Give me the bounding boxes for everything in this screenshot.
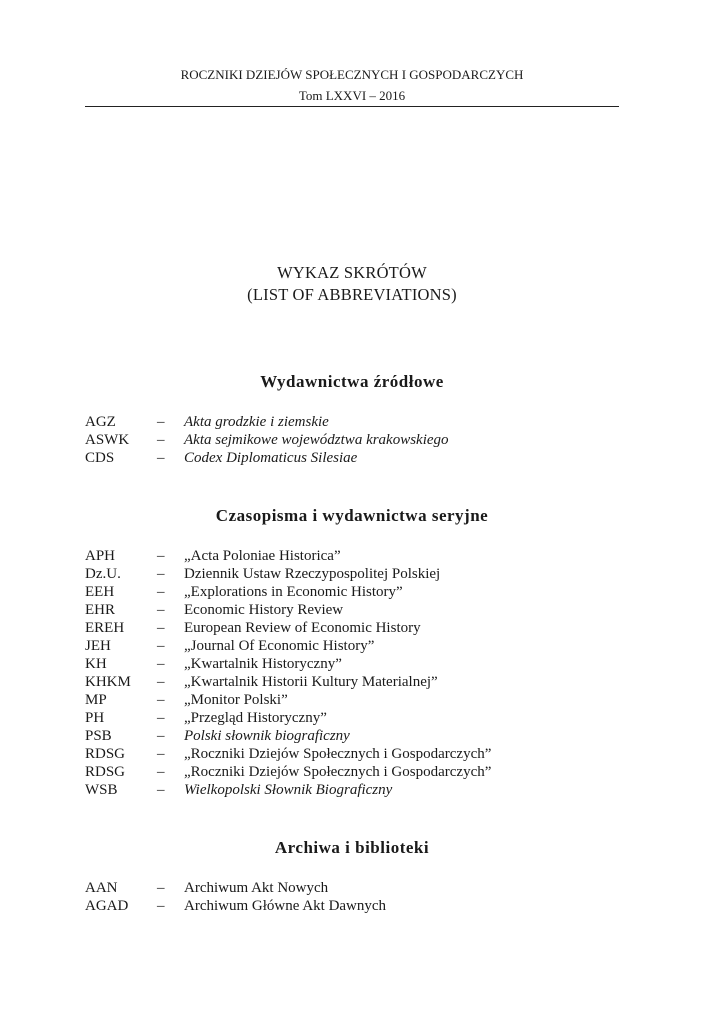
abbreviation-expansion: „Journal Of Economic History” <box>184 638 375 654</box>
entry-dash: – <box>157 782 165 798</box>
abbreviation-expansion: Polski słownik biograficzny <box>184 728 350 744</box>
abbreviation-code: AAN <box>85 880 118 896</box>
section-heading: Wydawnictwa źródłowe <box>260 372 444 391</box>
page-title-line-1: WYKAZ SKRÓTÓW <box>277 263 427 282</box>
entry-dash: – <box>157 620 165 636</box>
abbreviation-code: MP <box>85 692 107 708</box>
abbreviation-entry <box>85 583 619 601</box>
abbreviation-entry <box>85 431 619 449</box>
abbreviation-code: EEH <box>85 584 115 600</box>
section-heading: Czasopisma i wydawnictwa seryjne <box>215 506 489 525</box>
entry-dash: – <box>157 710 165 726</box>
entry-dash: – <box>157 638 165 654</box>
abbreviation-code: ASWK <box>85 432 130 448</box>
entry-dash: – <box>157 746 165 762</box>
abbreviation-expansion: „Kwartalnik Historyczny” <box>184 656 342 672</box>
entry-dash: – <box>157 450 165 466</box>
volume-line: Tom LXXVI – 2016 <box>298 88 406 103</box>
abbreviation-entry <box>85 413 619 431</box>
section-source-publications <box>85 372 619 467</box>
abbreviation-code: AGZ <box>85 414 116 430</box>
abbreviation-entry <box>85 637 619 655</box>
entry-dash: – <box>157 584 165 600</box>
abbreviation-code: KHKM <box>85 674 131 690</box>
entry-dash: – <box>157 432 165 448</box>
entry-dash: – <box>157 674 165 690</box>
abbreviation-code: PH <box>85 710 105 726</box>
abbreviation-entry <box>85 879 619 897</box>
abbreviation-entry <box>85 547 619 565</box>
abbreviation-expansion: Economic History Review <box>184 602 344 618</box>
entry-dash: – <box>157 898 165 914</box>
abbreviation-entry <box>85 449 619 467</box>
entry-dash: – <box>157 414 165 430</box>
entry-dash: – <box>157 548 165 564</box>
abbreviation-list <box>85 547 619 799</box>
abbreviation-expansion: Akta grodzkie i ziemskie <box>184 414 329 430</box>
abbreviation-code: EREH <box>85 620 125 636</box>
abbreviation-entry <box>85 673 619 691</box>
entry-dash: – <box>157 880 165 896</box>
abbreviation-expansion: „Acta Poloniae Historica” <box>184 548 341 564</box>
abbreviation-entry <box>85 897 619 915</box>
abbreviation-expansion: Wielkopolski Słownik Biograficzny <box>184 782 393 798</box>
entry-dash: – <box>157 728 165 744</box>
abbreviation-list <box>85 413 619 467</box>
section-journals-series <box>85 506 619 799</box>
abbreviation-entry <box>85 781 619 799</box>
abbreviation-expansion: Archiwum Główne Akt Dawnych <box>184 898 387 914</box>
abbreviation-code: RDSG <box>85 746 126 762</box>
abbreviation-entry <box>85 709 619 727</box>
abbreviation-code: CDS <box>85 450 115 466</box>
abbreviation-code: WSB <box>85 782 118 798</box>
abbreviation-code: AGAD <box>85 898 129 914</box>
abbreviation-expansion: „Monitor Polski” <box>184 692 288 708</box>
section-heading: Archiwa i biblioteki <box>274 838 430 857</box>
abbreviation-expansion: Dziennik Ustaw Rzeczypospolitej Polskiej <box>184 566 441 582</box>
abbreviation-entry <box>85 745 619 763</box>
abbreviation-entry <box>85 619 619 637</box>
abbreviation-entry <box>85 763 619 781</box>
entry-dash: – <box>157 602 165 618</box>
abbreviation-expansion: Archiwum Akt Nowych <box>184 880 329 896</box>
abbreviation-expansion: European Review of Economic History <box>184 620 421 636</box>
abbreviation-code: APH <box>85 548 116 564</box>
entry-dash: – <box>157 764 165 780</box>
abbreviation-expansion: „Kwartalnik Historii Kultury Materialnej” <box>184 674 438 690</box>
abbreviation-code: Dz.U. <box>85 566 121 582</box>
entry-dash: – <box>157 692 165 708</box>
abbreviation-entry <box>85 691 619 709</box>
section-archives-libraries <box>85 838 619 915</box>
journal-title: ROCZNIKI DZIEJÓW SPOŁECZNYCH I GOSPODARCZYCH <box>180 67 524 82</box>
abbreviation-code: JEH <box>85 638 111 654</box>
abbreviation-expansion: „Roczniki Dziejów Społecznych i Gospodarczych” <box>184 746 492 762</box>
page-title <box>85 262 619 306</box>
abbreviation-entry <box>85 601 619 619</box>
abbreviation-list <box>85 879 619 915</box>
abbreviation-code: RDSG <box>85 764 126 780</box>
entry-dash: – <box>157 656 165 672</box>
abbreviation-expansion: Akta sejmikowe województwa krakowskiego <box>184 432 449 448</box>
header-rule <box>85 106 619 107</box>
running-head <box>85 66 619 105</box>
entry-dash: – <box>157 566 165 582</box>
abbreviation-code: KH <box>85 656 107 672</box>
abbreviation-code: EHR <box>85 602 115 618</box>
abbreviation-expansion: „Explorations in Economic History” <box>184 584 403 600</box>
abbreviation-entry <box>85 565 619 583</box>
abbreviation-entry <box>85 727 619 745</box>
abbreviation-expansion: „Przegląd Historyczny” <box>184 710 327 726</box>
page-title-line-2: (LIST OF ABBREVIATIONS) <box>247 285 457 304</box>
abbreviation-entry <box>85 655 619 673</box>
abbreviation-expansion: „Roczniki Dziejów Społecznych i Gospodarczych” <box>184 764 492 780</box>
abbreviation-code: PSB <box>85 728 112 744</box>
abbreviation-expansion: Codex Diplomaticus Silesiae <box>184 450 358 466</box>
